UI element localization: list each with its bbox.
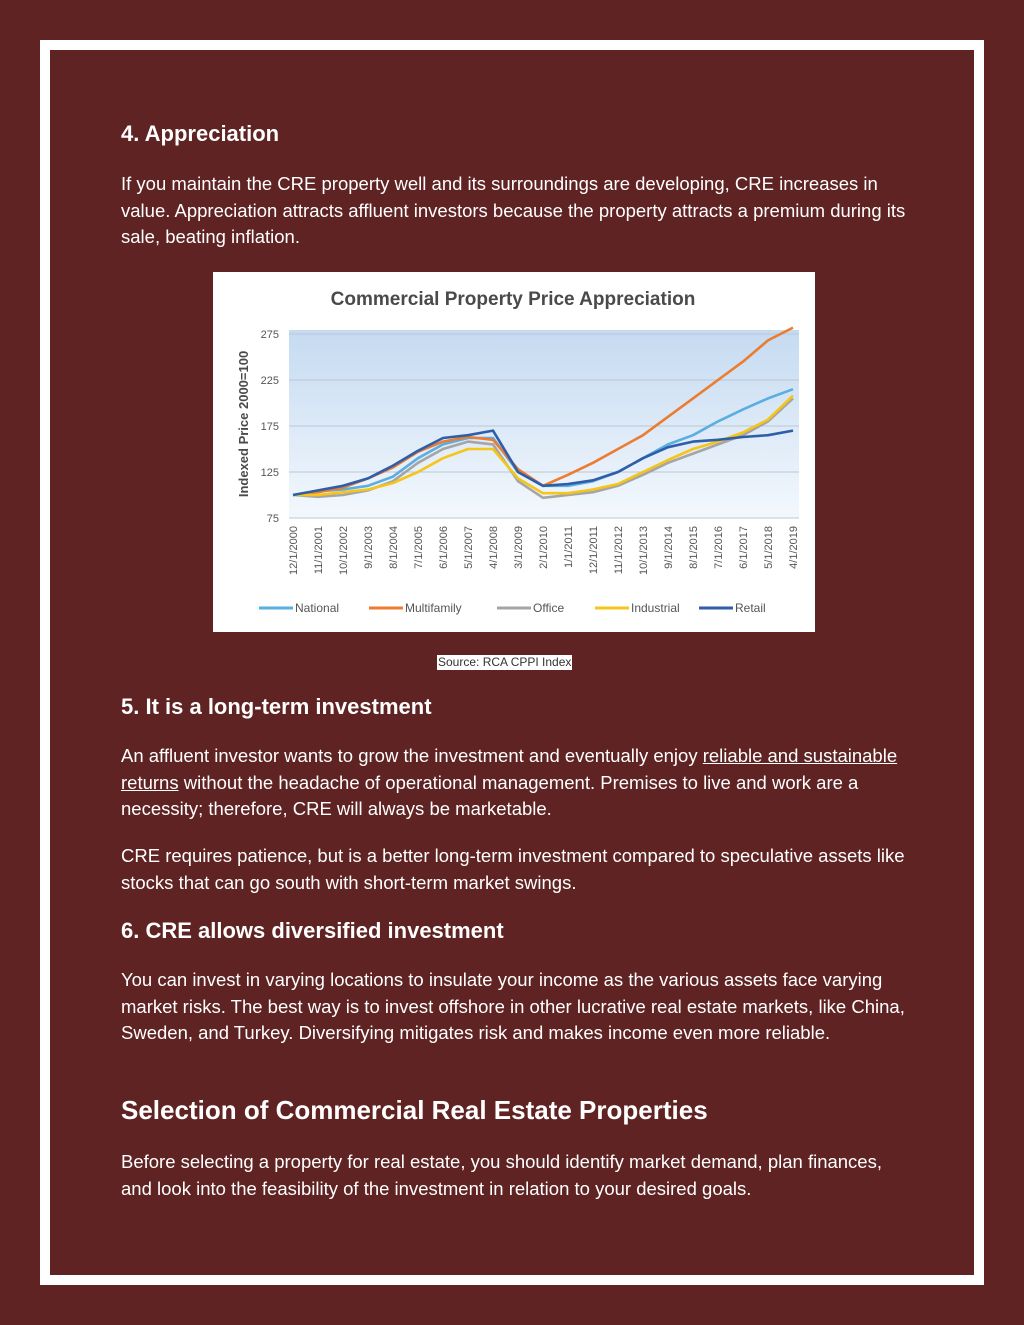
x-tick-label: 11/1/2001 bbox=[313, 526, 325, 575]
legend-label: Multifamily bbox=[405, 601, 462, 615]
heading-long-term: 5. It is a long-term investment bbox=[121, 694, 432, 719]
x-tick-label: 10/1/2013 bbox=[638, 526, 650, 575]
x-tick-label: 2/1/2010 bbox=[538, 526, 550, 569]
x-tick-label: 7/1/2005 bbox=[413, 526, 425, 569]
x-tick-label: 1/1/2011 bbox=[563, 526, 575, 569]
heading-appreciation: 4. Appreciation bbox=[121, 121, 280, 146]
x-tick-label: 12/1/2000 bbox=[288, 526, 300, 575]
y-tick-label: 125 bbox=[260, 467, 279, 479]
chart-title: Commercial Property Price Appreciation bbox=[330, 289, 696, 310]
x-tick-label: 6/1/2017 bbox=[738, 526, 750, 569]
legend-label: Retail bbox=[735, 601, 766, 615]
x-tick-label: 4/1/2008 bbox=[488, 526, 500, 569]
x-tick-label: 9/1/2003 bbox=[363, 526, 375, 569]
x-tick-label: 4/1/2019 bbox=[788, 526, 800, 569]
legend-label: Industrial bbox=[631, 601, 680, 615]
legend-label: Office bbox=[533, 601, 565, 615]
heading-diversified: 6. CRE allows diversified investment bbox=[121, 918, 504, 943]
x-tick-label: 12/1/2011 bbox=[588, 526, 600, 575]
x-tick-label: 3/1/2009 bbox=[513, 526, 525, 569]
price-appreciation-chart bbox=[213, 272, 815, 632]
x-tick-label: 6/1/2006 bbox=[438, 526, 450, 569]
chart-source-caption: Source: RCA CPPI Index bbox=[438, 655, 572, 669]
paragraph-selection: Before selecting a property for real estate, you should identify market demand, plan finances, and look into the feasibility of the investment in relation to your desired goals. bbox=[121, 1151, 882, 1199]
y-tick-label: 175 bbox=[260, 421, 279, 433]
paragraph-long-term-2: CRE requires patience, but is a better long-term investment compared to speculative assets like stocks that can go south with short-term market swings. bbox=[121, 845, 905, 893]
x-tick-label: 5/1/2018 bbox=[763, 526, 775, 569]
x-tick-label: 8/1/2015 bbox=[688, 526, 700, 569]
heading-selection: Selection of Commercial Real Estate Properties bbox=[121, 1095, 708, 1125]
x-tick-label: 11/1/2012 bbox=[613, 526, 625, 575]
x-tick-label: 10/1/2002 bbox=[338, 526, 350, 575]
chart-svg bbox=[213, 272, 815, 632]
paragraph-long-term bbox=[121, 743, 911, 823]
x-tick-label: 9/1/2014 bbox=[663, 526, 675, 569]
y-tick-label: 75 bbox=[266, 513, 279, 525]
x-tick-label: 8/1/2004 bbox=[388, 526, 400, 569]
y-tick-label: 225 bbox=[260, 375, 279, 387]
x-tick-label: 5/1/2007 bbox=[463, 526, 475, 569]
paragraph-long-term-end: without the headache of operational management. Premises to live and work are a necessity; therefore, CRE will always be marketable. bbox=[121, 771, 859, 819]
paragraph-long-term-start: An affluent investor wants to grow the investment and eventually enjoy bbox=[121, 745, 703, 766]
reliable-returns-link[interactable]: reliable and sustainable returns bbox=[121, 745, 898, 793]
y-axis-label: Indexed Price 2000=100 bbox=[236, 350, 251, 498]
x-tick-label: 7/1/2016 bbox=[713, 526, 725, 569]
y-tick-label: 275 bbox=[260, 329, 279, 341]
paragraph-diversified: You can invest in varying locations to insulate your income as the various assets face varying market risks. The best way is to invest offshore in other lucrative real estate markets, like China, Sweden, and Turkey. Diversifying mitigates risk and makes income even more reliable. bbox=[121, 969, 905, 1043]
legend-label: National bbox=[295, 601, 340, 615]
paragraph-appreciation: If you maintain the CRE property well and its surroundings are developing, CRE increases in value. Appreciation attracts affluent investors because the property attracts a premium during its sale, beating inflation. bbox=[121, 173, 906, 247]
